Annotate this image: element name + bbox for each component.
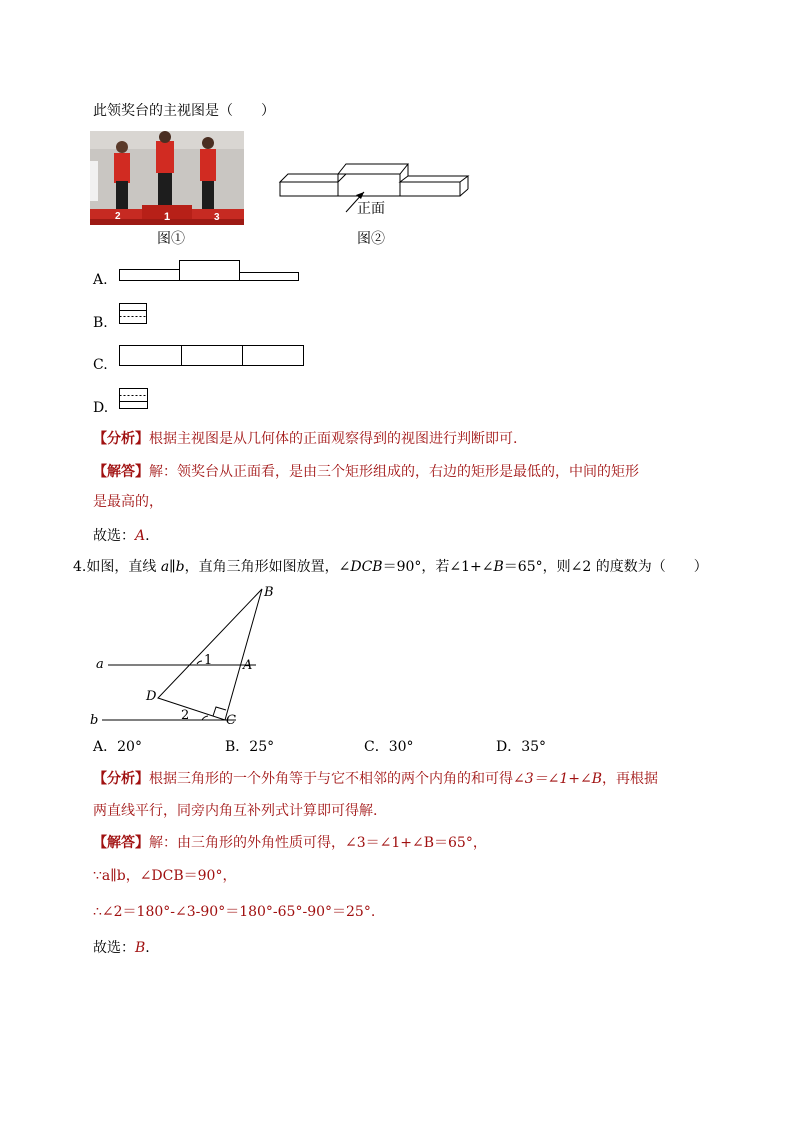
podium-photo <box>90 131 244 225</box>
q4-stem-B: B <box>493 559 504 575</box>
label-point-B: B <box>264 585 274 600</box>
q4-analysis-text1: 根据三角形的一个外角等于与它不相邻的两个内角的和可得 <box>149 771 513 787</box>
q4-option-b <box>225 737 274 757</box>
q4-answer-tag: 【解答】 <box>93 835 149 851</box>
q3-analysis-text: 根据主视图是从几何体的正面观察得到的视图进行判断即可. <box>149 431 518 447</box>
q4-option-b-value: 25° <box>249 739 275 755</box>
label-point-A: A <box>243 658 253 673</box>
q4-stem-dcb: DCB <box>350 559 383 575</box>
q3-choice-value: A <box>135 528 146 544</box>
q3-option-a-label: A. <box>93 272 108 288</box>
q4-option-c-value: 30° <box>388 739 414 755</box>
q4-triangle-diagram <box>90 583 310 733</box>
q4-stem-part2: ，直角三角形如图放置，∠ <box>184 559 351 575</box>
q4-stem-parallel: ∥ <box>169 559 176 575</box>
label-line-b: b <box>90 713 99 728</box>
q4-stem-part3: ＝90°，若∠1+∠ <box>382 559 494 575</box>
podium-number-second: 2 <box>115 211 121 222</box>
q4-stem-part1: 如图，直线 <box>86 559 161 575</box>
because-symbol: ∵ <box>93 868 102 884</box>
q3-choice-prefix: 故选： <box>93 528 135 544</box>
q4-answer-formula: ∠3＝∠1+∠B＝65°， <box>345 835 487 851</box>
q4-choice <box>93 938 150 958</box>
q4-analysis-line1 <box>93 769 658 789</box>
q4-option-d-letter: D． <box>496 739 522 755</box>
q4-analysis-tag: 【分析】 <box>93 771 149 787</box>
q3-option-b-label: B. <box>93 315 108 331</box>
q4-option-a-letter: A． <box>93 739 118 755</box>
label-point-D: D <box>146 689 157 704</box>
q4-answer-line1 <box>93 833 487 853</box>
q3-choice-suffix: . <box>145 528 150 544</box>
q4-analysis-text2: ，再根据 <box>602 771 659 787</box>
q3-option-d-label: D. <box>93 400 109 416</box>
label-point-C: C <box>226 713 236 728</box>
q4-choice-prefix: 故选： <box>93 940 135 956</box>
label-angle-2: 2 <box>181 708 190 723</box>
q3-option-c-label: C. <box>93 357 108 373</box>
q4-analysis-formula: ∠3＝∠1+∠B <box>513 771 603 787</box>
q4-option-c <box>364 737 414 757</box>
q4-answer-line2 <box>93 866 236 886</box>
fig2-front-label: 正面 <box>357 201 385 217</box>
q4-answer-line3 <box>93 902 375 922</box>
fig2-caption: 图② <box>357 231 385 247</box>
q3-answer-line2: 是最高的， <box>93 494 163 510</box>
q4-analysis-line2: 两直线平行，同旁内角互补列式计算即可得解. <box>93 803 378 819</box>
q3-choice <box>93 526 150 546</box>
q3-option-a-figure <box>118 259 304 283</box>
q4-number: 4. <box>73 559 87 575</box>
q4-option-c-letter: C． <box>364 739 389 755</box>
q4-answer-text1: 解：由三角形的外角性质可得， <box>149 835 345 851</box>
q4-stem-b: b <box>175 559 185 575</box>
q3-analysis <box>93 429 517 449</box>
podium-number-first: 1 <box>164 211 171 223</box>
q4-option-d <box>496 737 546 757</box>
q4-option-b-letter: B． <box>225 739 250 755</box>
q4-choice-suffix: . <box>145 940 150 956</box>
q4-choice-value: B <box>135 940 146 956</box>
podium-number-third: 3 <box>214 212 220 223</box>
q3-option-b-figure <box>118 302 148 326</box>
q4-option-a-value: 20° <box>117 739 142 755</box>
q4-answer-line3-text: ∠2＝180°-∠3-90°＝180°-65°-90°＝25°. <box>101 904 376 920</box>
q4-answer-line2-text: a∥b，∠DCB＝90°， <box>101 868 237 884</box>
q3-answer-tag: 【解答】 <box>93 464 149 480</box>
podium-3d-diagram <box>276 158 476 238</box>
label-line-a: a <box>96 657 104 672</box>
q4-stem <box>73 557 708 577</box>
q3-answer-text1: 解：领奖台从正面看，是由三个矩形组成的，右边的矩形是最低的，中间的矩形 <box>149 464 639 480</box>
therefore-symbol: ∴ <box>93 904 102 920</box>
q4-stem-a: a <box>160 559 170 575</box>
q4-option-d-value: 35° <box>521 739 547 755</box>
q4-stem-part4: ＝65°，则∠2 的度数为（ ） <box>503 559 708 575</box>
q3-analysis-tag: 【分析】 <box>93 431 149 447</box>
q4-option-a <box>93 737 142 757</box>
q3-option-d-figure <box>118 387 150 411</box>
q3-answer-line1 <box>93 462 639 482</box>
q3-option-c-figure <box>118 344 308 368</box>
label-angle-1: 1 <box>204 653 213 668</box>
fig1-caption: 图① <box>157 231 185 247</box>
q3-stem: 此领奖台的主视图是（ ） <box>93 103 275 119</box>
